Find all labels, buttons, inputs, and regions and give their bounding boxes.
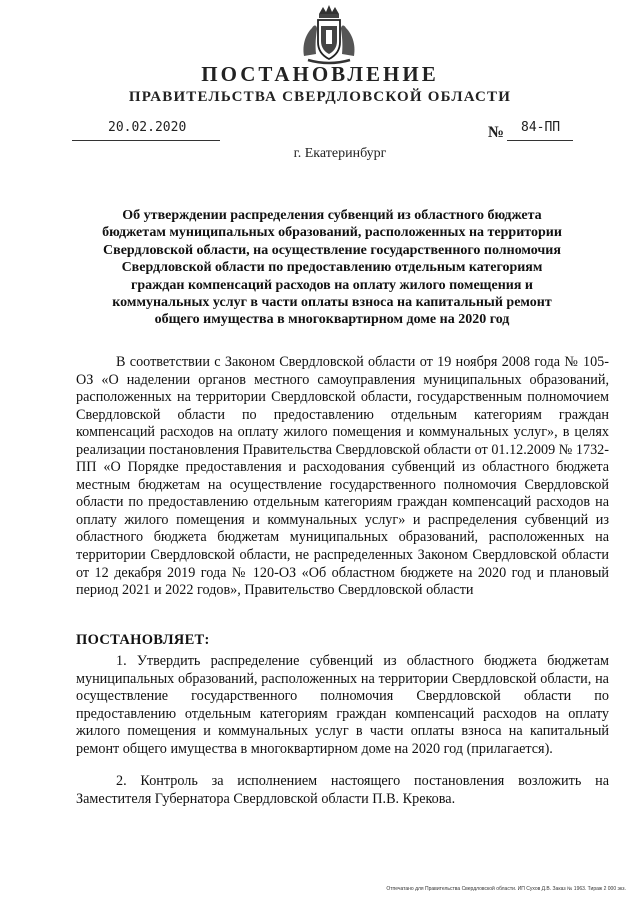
sverdlovsk-coat-of-arms-icon	[298, 4, 360, 66]
city-label: г. Екатеринбург	[293, 146, 387, 161]
document-number: 84-ПП	[521, 120, 561, 135]
decree-word: ПОСТАНОВЛЯЕТ:	[76, 632, 210, 648]
document-date: 20.02.2020	[108, 120, 187, 135]
number-sign: №	[488, 124, 505, 141]
item-2-paragraph: 2. Контроль за исполнением настоящего постановления возложить на Заместителя Губернатора Свердловской области П.В. Крекова.	[76, 773, 609, 807]
preamble-paragraph: В соответствии с Законом Свердловской области от 19 ноября 2008 года № 105-ОЗ «О наделении органов местного самоуправления муниципальных образований, расположенных на территории Свердловской области, государственным полномочием Свердловской области по предоставлению отдельным категориям граждан компенсаций расходов на оплату жилого помещения и коммунальных услуг», в целях реализации постановления Правительства Свердловской области от 01.12.2009 № 1732-ПП «О Порядке предоставления и расходования субвенций из областного бюджета местным бюджетам на осуществление государственного полномочия Свердловской области по предоставлению отдельным категориям граждан компенсаций расходов на оплату жилого помещения и коммунальных услуг» и распределения субвенций из областного бюджета бюджетам муниципальных образований, расположенных на территории Свердловской области, не распределенных Законом Свердловской области от 12 декабря 2019 года № 120-ОЗ «Об областном бюджете на 2020 год и плановый период 2021 и 2022 годов», Правительство Свердловской области	[76, 354, 609, 599]
document-heading: Об утверждении распределения субвенций из областного бюджета бюджетам муниципальных образований, расположенных на территории Свердловской области, на осуществление государственного полномочия Свердловской области по предоставлению отдельным категориям граждан компенсаций расходов на оплату жилого помещения и коммунальных услуг в части оплаты взноса на капитальный ремонт общего имущества в многоквартирном доме на 2020 год	[102, 208, 562, 328]
print-footer: Отпечатано для Правительства Свердловской области. ИП Сухов Д.В. Заказ № 1963. Тираж 2 000 экз.	[386, 886, 626, 892]
document-type-title: ПОСТАНОВЛЕНИЕ	[201, 62, 439, 86]
issuing-authority: ПРАВИТЕЛЬСТВА СВЕРДЛОВСКОЙ ОБЛАСТИ	[128, 89, 512, 105]
item-1-paragraph: 1. Утвердить распределение субвенций из областного бюджета бюджетам муниципальных образований, расположенных на территории Свердловской области, на осуществление государственного полномочия Свердловской области по предоставлению отдельным категориям граждан компенсаций расходов на оплату жилого помещения и коммунальных услуг в части оплаты взноса на капитальный ремонт общего имущества в многоквартирном доме на 2020 год (прилагается).	[76, 653, 609, 757]
date-field	[72, 120, 220, 141]
number-field	[507, 120, 573, 141]
